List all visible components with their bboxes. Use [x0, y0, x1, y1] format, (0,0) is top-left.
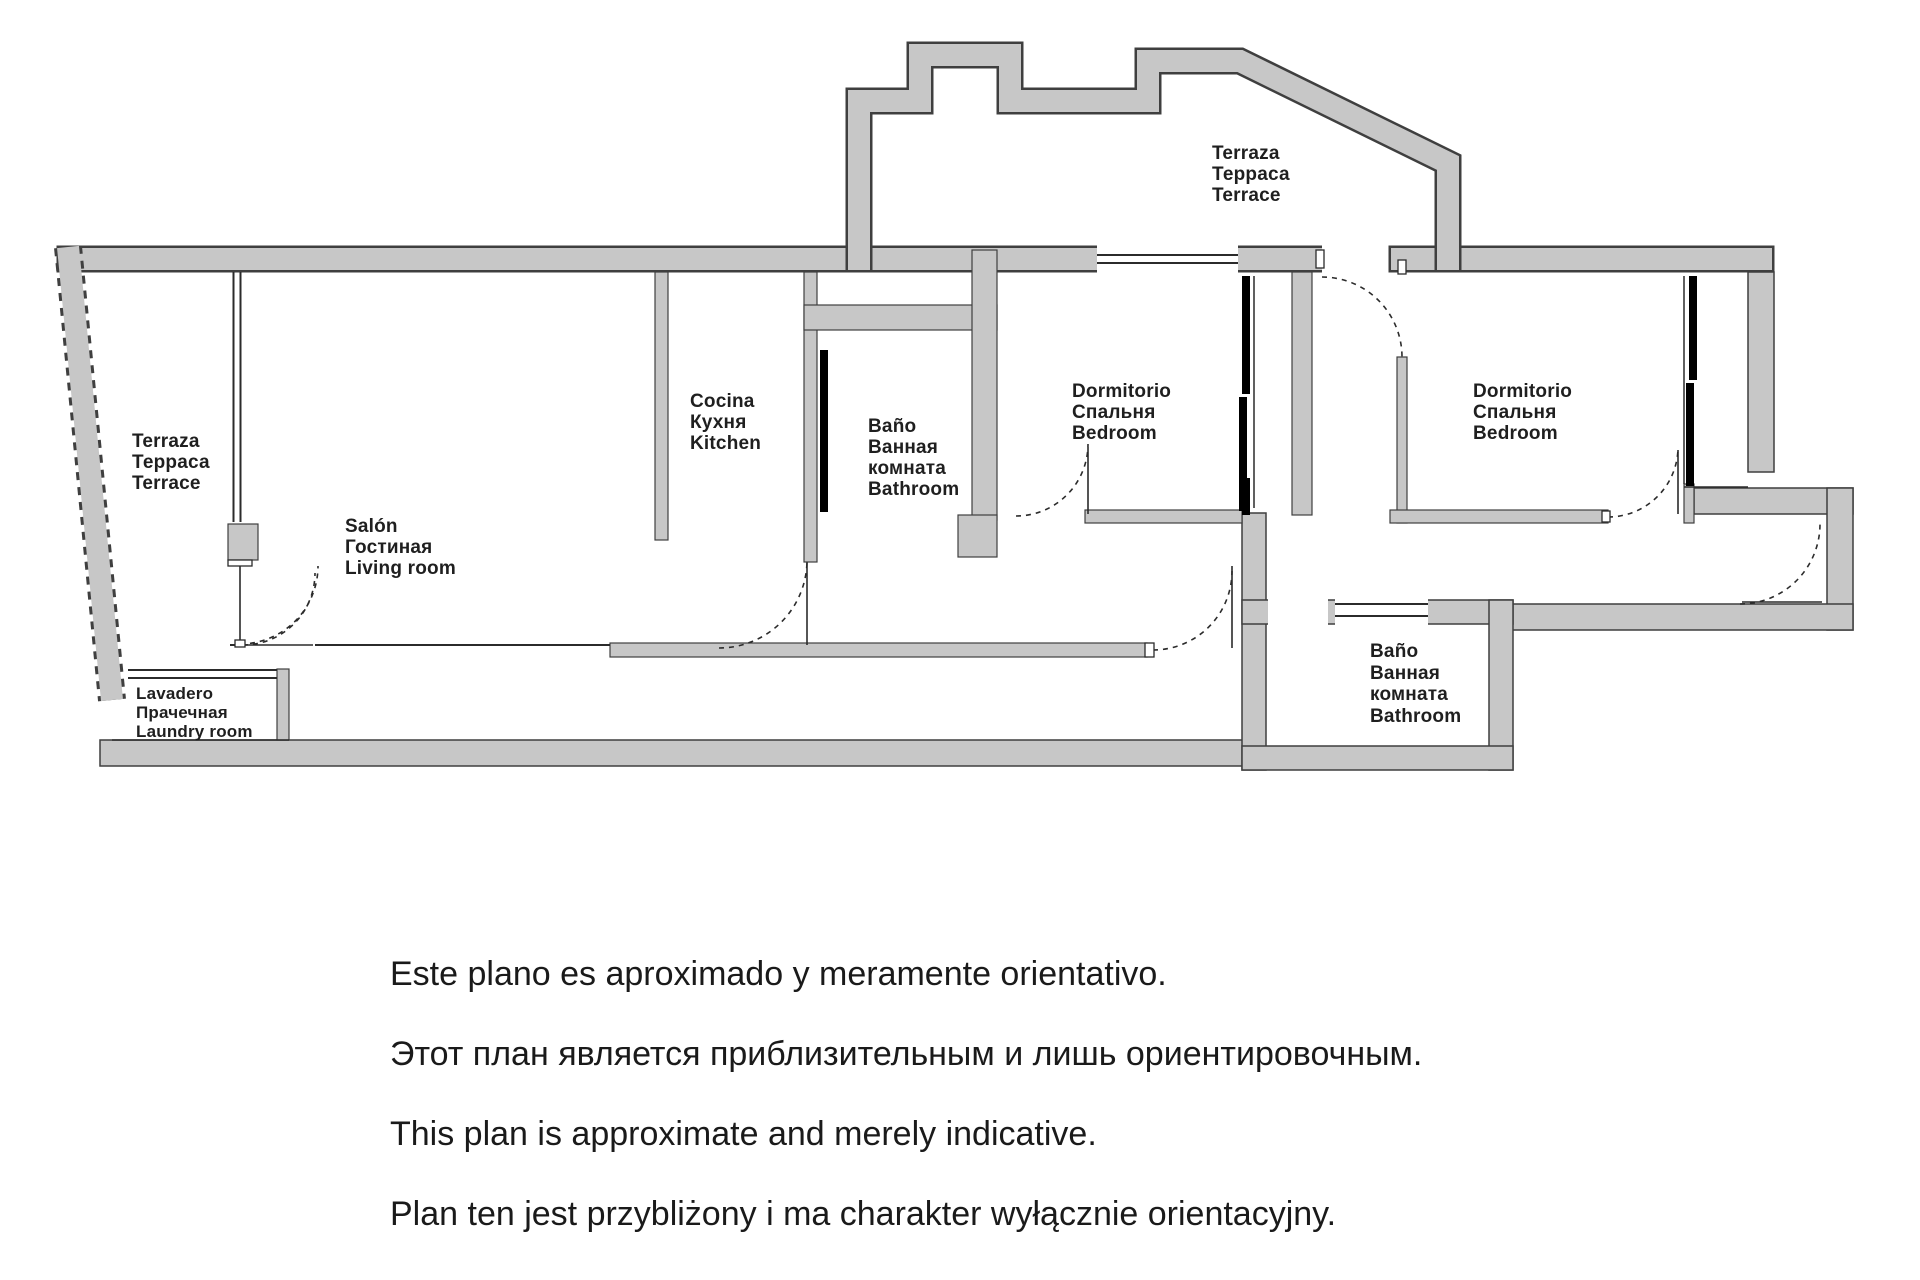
label-bedroom-1-en: Bedroom: [1072, 423, 1157, 444]
label-bedroom-1-es: Dormitorio: [1072, 381, 1172, 402]
label-bathroom-2-ru2: комната: [1370, 684, 1448, 705]
label-laundry-es: Lavadero: [136, 684, 214, 703]
label-bathroom-1: [868, 416, 959, 500]
label-laundry-en: Laundry room: [136, 722, 253, 741]
label-terrace-left: [132, 431, 210, 494]
label-kitchen: [690, 391, 761, 454]
label-bathroom-2: [1370, 641, 1461, 727]
bedroom-2-closet-door-lower: [1686, 383, 1694, 486]
label-living-room-es: Salón: [345, 516, 398, 537]
bedroom-1-window: [1097, 245, 1238, 273]
label-laundry: [136, 684, 253, 741]
windows: [128, 245, 1238, 678]
disclaimer-line-spanish: Este plano es aproximado y meramente orientativo.: [390, 955, 1167, 993]
label-bedroom-1-ru: Спальня: [1072, 402, 1156, 423]
label-bedroom-2-ru: Спальня: [1473, 402, 1557, 423]
walls-exterior: [68, 55, 1853, 766]
label-terrace-left-en: Terrace: [132, 473, 201, 494]
label-kitchen-es: Cocina: [690, 391, 755, 412]
terrace-left-door: [240, 566, 318, 644]
hall-sliding-door: [1242, 478, 1250, 515]
bedroom-2-closet-door-upper: [1689, 276, 1697, 380]
label-bathroom-1-en: Bathroom: [868, 479, 960, 500]
label-kitchen-en: Kitchen: [690, 433, 762, 454]
disclaimer-line-russian: Этот план является приблизительным и лишь ориентировочным.: [390, 1035, 1423, 1073]
label-terrace-left-es: Terraza: [132, 431, 200, 452]
label-living-room-ru: Гостиная: [345, 537, 433, 558]
label-bedroom-2-en: Bedroom: [1473, 423, 1558, 444]
label-terrace-left-ru: Терраса: [132, 452, 210, 473]
label-terrace-top-es: Terraza: [1212, 143, 1280, 164]
doors: [240, 277, 1822, 650]
label-living-room: [345, 516, 456, 579]
right-bay-door: [1740, 524, 1822, 604]
label-terrace-top: [1212, 143, 1290, 206]
label-kitchen-ru: Кухня: [690, 412, 747, 433]
bathroom-2-window: [1335, 597, 1428, 627]
label-laundry-ru: Прачечная: [136, 703, 228, 722]
label-bedroom-2: [1473, 381, 1572, 444]
label-bedroom-2-es: Dormitorio: [1473, 381, 1573, 402]
bathroom-1-sliding-door: [820, 350, 828, 512]
label-bathroom-1-ru2: комната: [868, 458, 946, 479]
terrace-glass-partition: [234, 272, 241, 522]
disclaimer-line-english: This plan is approximate and merely indicative.: [390, 1115, 1097, 1153]
label-bathroom-2-ru1: Ванная: [1370, 663, 1441, 684]
kitchen-door: [719, 560, 807, 648]
bedroom-1-door: [1016, 444, 1088, 516]
label-terrace-top-en: Terrace: [1212, 185, 1281, 206]
laundry-window: [128, 670, 277, 678]
label-living-room-en: Living room: [345, 558, 456, 579]
disclaimer-line-polish: Plan ten jest przybliżony i ma charakter wyłącznie orientacyjny.: [390, 1195, 1337, 1233]
bedroom-1-closet-door-upper: [1242, 276, 1250, 394]
label-bedroom-1: [1072, 381, 1171, 444]
label-bathroom-1-es: Baño: [868, 416, 917, 437]
hall-entrance-door: [1153, 566, 1232, 650]
terrace-top-door: [1322, 277, 1402, 357]
walls-interior: [228, 250, 1694, 740]
label-bathroom-2-en: Bathroom: [1370, 706, 1462, 727]
label-bathroom-1-ru1: Ванная: [868, 437, 939, 458]
label-bathroom-2-es: Baño: [1370, 641, 1419, 662]
bedroom-2-door: [1608, 447, 1678, 517]
label-terrace-top-ru: Терраса: [1212, 164, 1290, 185]
